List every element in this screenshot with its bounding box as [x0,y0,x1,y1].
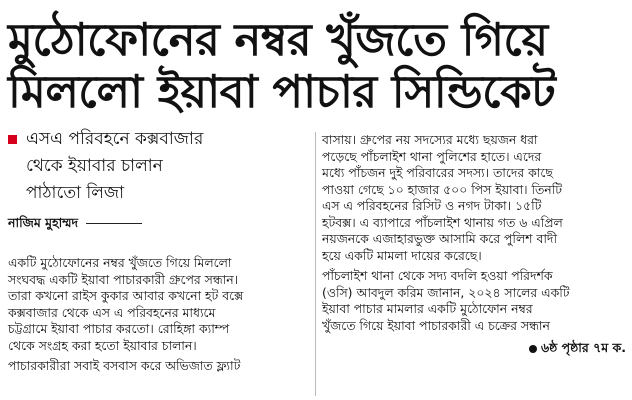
column-divider [315,132,316,396]
headline [8,14,624,118]
text-line: পড়েছে পাঁচলাইশ থানা পুলিশের হাতে। এদের [322,148,542,164]
right-column [322,132,626,360]
left-paragraph-1 [8,255,308,354]
text-line: (ওসি) আবদুল করিম জানান, ২০২৪ সালের একটি [322,284,570,300]
subheadline-line-1: এসএ পরিবহনে কক্সবাজার [26,129,204,149]
continued-on-page-label: ৬ষ্ঠ পৃষ্ঠার ৭ম ক. [540,340,626,355]
right-paragraph-2 [322,268,626,334]
text-line: চট্টগ্রামে ইয়াবা পাচার করতো। রোহিঙ্গা ক্যাম্প [8,321,230,336]
text-line: থেকে সংগ্রহ করা হতো ইয়াবার চালান। [8,337,197,353]
text-line: বাসায়। গ্রুপের নয় সদস্যের মধ্যে ছয়জন ধরা [322,132,538,147]
text-line: সংঘবদ্ধ একটি ইয়াবা পাচারকারী গ্রুপের সন্ধান। [8,271,239,287]
text-line: এস এ পরিবহনের রিসিট ও নগদ টাকা। ১৫টি [322,198,542,213]
bullet-dot-icon [529,345,537,353]
byline-rule [86,223,142,224]
headline-line-2: মিললো ইয়াবা পাচার সিন্ডিকেট [8,65,556,118]
text-line: একটি মুঠোফোনের নম্বর খুঁজতে গিয়ে মিললো [8,255,232,270]
text-line: মধ্যে পাঁচজন দুই পরিবারের সদস্য। তাদের কাছে [322,165,553,180]
text-line: নয়জনকে এজাহারভুক্ত আসামি করে পুলিশ বাদী [322,231,557,246]
left-column [8,126,308,375]
text-line: পাচারকারীরা সবাই বসবাস করে অভিজাত ফ্ল্যাট [8,358,241,373]
text-line: খুঁজতে গিয়ে ইয়াবা পাচারকারী এ চক্রের সন্ধান [322,317,550,333]
headline-line-1: মুঠোফোনের নম্বর খুঁজতে গিয়ে [8,13,548,66]
text-line: ইয়াবা পাচার মামলার একটি মুঠোফোন নম্বর [322,301,533,316]
text-line: তারা কখনো রাইস কুকার আবার কখনো হট বক্সে [8,288,244,303]
subheadline-line-2: থেকে ইয়াবার চালান [26,156,163,176]
text-line: পাঁচলাইশ থানা থেকে সদ্য বদলি হওয়া পরিদর্শক [322,268,553,283]
byline-author: নাজিম মুহাম্মদ [8,215,79,230]
right-paragraph-1 [322,132,626,264]
text-line: হটবক্স। এ ব্যাপারে পাঁচলাইশ থানায় গত ৬ এপ্রিল [322,214,563,230]
subheadline-line-3: পাঠাতো লিজা [26,183,125,203]
red-square-bullet-icon [8,135,17,144]
byline [8,215,308,231]
left-paragraph-2 [8,358,308,375]
text-line: হয়ে একটি মামলা দায়ের করেছে। [322,247,482,263]
continued-on-page [322,340,626,360]
text-line: কক্সবাজার থেকে এস এ পরিবহনের মাধ্যমে [8,304,216,320]
text-line: পাওয়া গেছে ১০ হাজার ৫০০ পিস ইয়াবা। তিনটি [322,181,562,197]
subheadline [8,126,308,207]
